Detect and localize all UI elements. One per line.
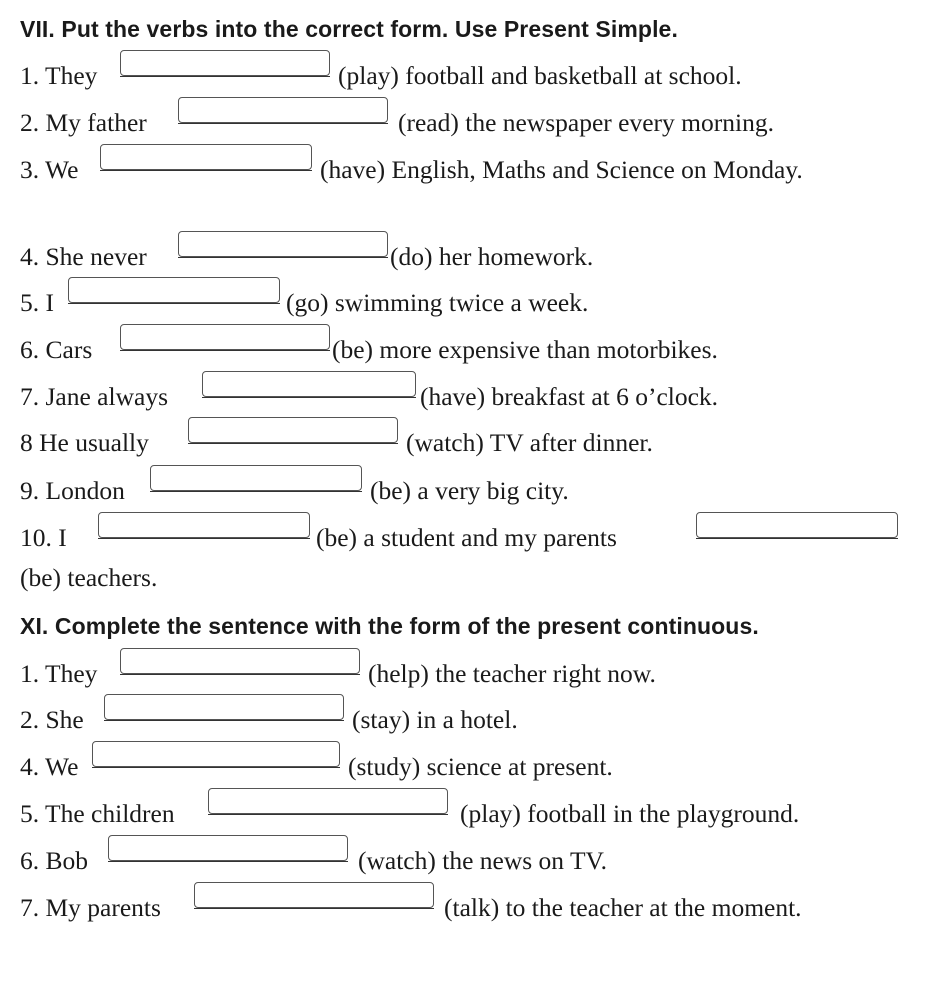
answer-blank[interactable] xyxy=(120,646,360,675)
answer-blank[interactable] xyxy=(92,739,340,768)
item-verb-hint: (help) the teacher right now. xyxy=(368,659,656,688)
answer-input-box[interactable] xyxy=(194,882,434,908)
item-prompt: 9. London xyxy=(20,476,125,505)
answer-blank[interactable] xyxy=(98,510,310,539)
answer-input-box[interactable] xyxy=(120,648,360,674)
answer-input-box[interactable] xyxy=(178,97,388,123)
answer-input-box[interactable] xyxy=(696,512,898,538)
item-prompt: 7. Jane always xyxy=(20,382,168,411)
answer-input-box[interactable] xyxy=(120,50,330,76)
item-prompt: 2. My father xyxy=(20,108,147,137)
item-prompt: 10. I xyxy=(20,523,67,552)
answer-blank[interactable] xyxy=(188,415,398,444)
answer-input-box[interactable] xyxy=(208,788,448,814)
answer-input-box[interactable] xyxy=(98,512,310,538)
item-prompt: 6. Bob xyxy=(20,846,89,875)
answer-blank[interactable] xyxy=(178,229,388,258)
item-verb-hint: (play) football and basketball at school. xyxy=(338,61,742,90)
item-prompt: 1. They xyxy=(20,659,98,688)
item-verb-hint: (be) teachers. xyxy=(20,563,158,592)
item-prompt: 7. My parents xyxy=(20,893,161,922)
item-prompt: 1. They xyxy=(20,61,98,90)
item-prompt: 4. She never xyxy=(20,242,147,271)
item-verb-hint: (go) swimming twice a week. xyxy=(286,288,589,317)
item-verb-hint: (be) more expensive than motorbikes. xyxy=(332,335,718,364)
item-verb-hint: (play) football in the playground. xyxy=(460,799,800,828)
item-verb-hint: (watch) the news on TV. xyxy=(358,846,608,875)
answer-input-box[interactable] xyxy=(120,324,330,350)
item-verb-hint: (study) science at present. xyxy=(348,752,613,781)
item-prompt: 8 He usually xyxy=(20,428,149,457)
item-prompt: 5. I xyxy=(20,288,54,317)
answer-input-box[interactable] xyxy=(100,144,312,170)
answer-blank[interactable] xyxy=(194,880,434,909)
answer-blank[interactable] xyxy=(104,692,344,721)
answer-blank[interactable] xyxy=(120,322,330,351)
section-vii-heading: VII. Put the verbs into the correct form. Use Present Simple. xyxy=(20,16,678,42)
item-verb-hint: (do) her homework. xyxy=(390,242,594,271)
answer-blank[interactable] xyxy=(202,369,416,398)
item-verb-hint: (read) the newspaper every morning. xyxy=(398,108,774,137)
answer-blank[interactable] xyxy=(208,786,448,815)
item-prompt: 3. We xyxy=(20,155,79,184)
answer-input-box[interactable] xyxy=(202,371,416,397)
answer-blank[interactable] xyxy=(100,142,312,171)
answer-input-box[interactable] xyxy=(188,417,398,443)
answer-blank[interactable] xyxy=(120,48,330,77)
item-verb-hint: (have) breakfast at 6 o’clock. xyxy=(420,382,719,411)
answer-input-box[interactable] xyxy=(68,277,280,303)
answer-blank[interactable] xyxy=(150,463,362,492)
answer-input-box[interactable] xyxy=(150,465,362,491)
item-prompt: 2. She xyxy=(20,705,84,734)
item-prompt: 4. We xyxy=(20,752,79,781)
item-verb-hint: (watch) TV after dinner. xyxy=(406,428,653,457)
answer-input-box[interactable] xyxy=(92,741,340,767)
item-verb-hint: (stay) in a hotel. xyxy=(352,705,518,734)
item-verb-hint: (be) a very big city. xyxy=(370,476,569,505)
answer-blank[interactable] xyxy=(696,510,898,539)
item-verb-hint: (talk) to the teacher at the moment. xyxy=(444,893,802,922)
item-prompt: 6. Cars xyxy=(20,335,93,364)
answer-input-box[interactable] xyxy=(104,694,344,720)
answer-blank[interactable] xyxy=(68,275,280,304)
section-xi-heading: XI. Complete the sentence with the form of the present continuous. xyxy=(20,613,759,639)
answer-input-box[interactable] xyxy=(108,835,348,861)
item-prompt: 5. The children xyxy=(20,799,175,828)
answer-input-box[interactable] xyxy=(178,231,388,257)
answer-blank[interactable] xyxy=(178,95,388,124)
item-verb-hint: (be) a student and my parents xyxy=(316,523,617,552)
item-verb-hint: (have) English, Maths and Science on Monday. xyxy=(320,155,803,184)
answer-blank[interactable] xyxy=(108,833,348,862)
